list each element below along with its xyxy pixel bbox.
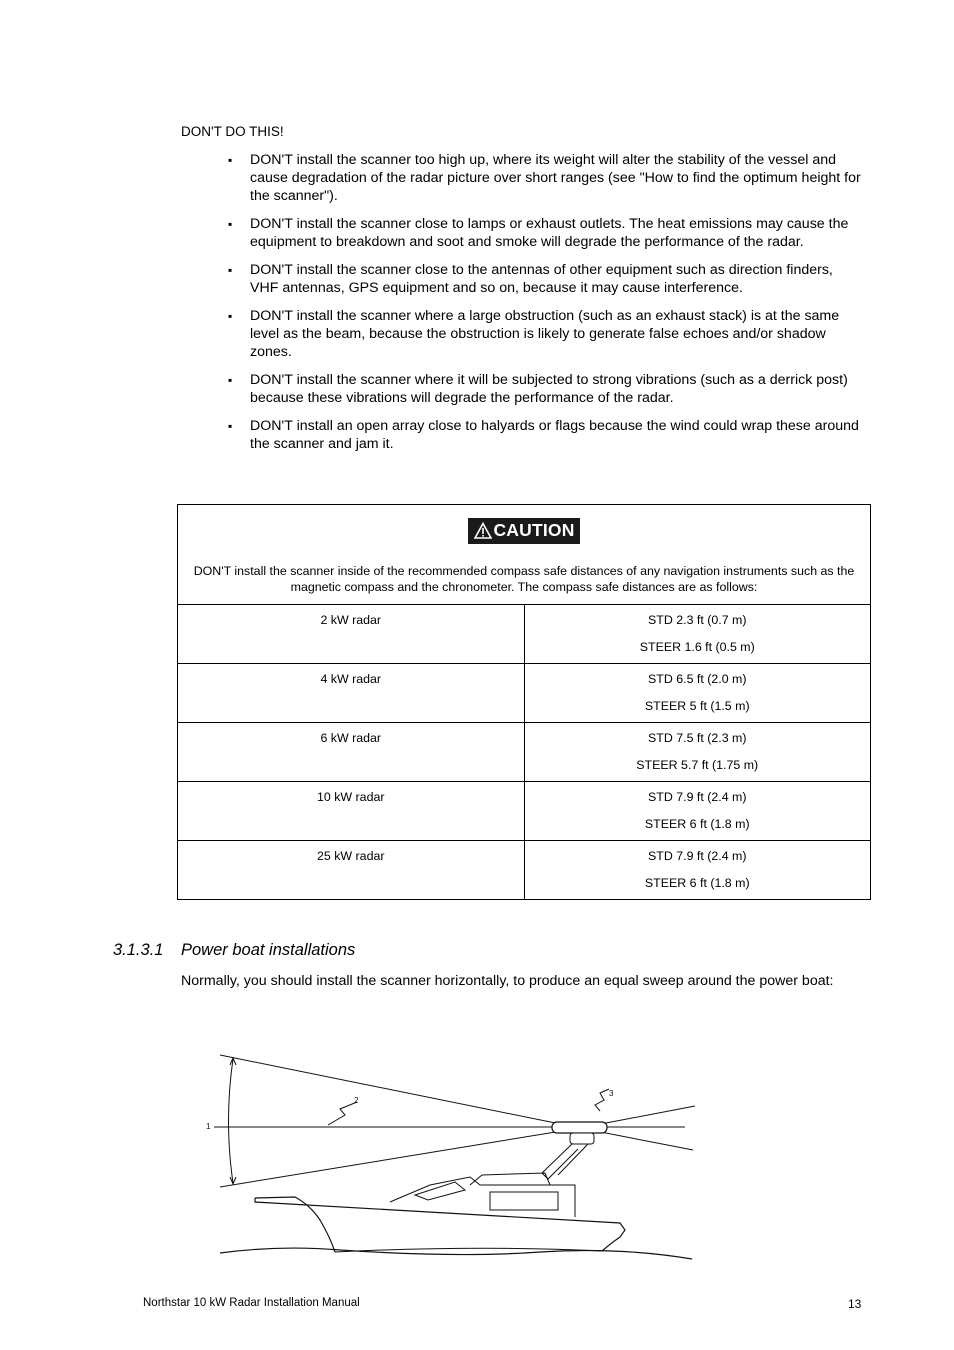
page-number: 13 [848, 1297, 862, 1311]
radar-label: 6 kW radar [320, 731, 382, 745]
std-distance: STD 2.3 ft (0.7 m) [648, 613, 747, 627]
distance-cell [524, 841, 871, 900]
list-item [228, 261, 864, 297]
bullet: ▪ [228, 153, 233, 167]
std-distance: STD 7.9 ft (2.4 m) [648, 849, 747, 863]
distance-cell [524, 664, 871, 723]
list-item [228, 307, 864, 362]
body-paragraph: Normally, you should install the scanner horizontally, to produce an equal sweep around the power boat: [181, 973, 834, 989]
radar-mast [542, 1144, 578, 1179]
radar-cell [178, 723, 525, 782]
bullet: ▪ [228, 418, 233, 433]
radar-label: 10 kW radar [317, 790, 385, 804]
beam-width-arrow [229, 1059, 234, 1183]
scanner-antenna [552, 1122, 607, 1133]
list-item [228, 417, 864, 453]
boat-radar-figure [200, 1045, 710, 1280]
radar-cell [178, 841, 525, 900]
footer-title: Northstar 10 kW Radar Installation Manual [143, 1297, 360, 1309]
figure-label-3: 3 [609, 1089, 614, 1098]
std-distance: STD 7.9 ft (2.4 m) [648, 790, 747, 804]
section-heading [113, 941, 355, 960]
caution-table [177, 504, 871, 900]
water-line [220, 1248, 692, 1259]
list-item-text: DON'T install an open array close to halyards or flags because the wind could wrap these around the scanner and jam it. [250, 417, 859, 453]
table-row [178, 605, 871, 664]
std-distance: STD 7.5 ft (2.3 m) [648, 731, 747, 745]
bullet: ▪ [228, 308, 233, 323]
table-row [178, 723, 871, 782]
bullet: ▪ [228, 217, 233, 232]
std-distance: STD 6.5 ft (2.0 m) [648, 672, 747, 686]
steer-distance: STEER 1.6 ft (0.5 m) [639, 640, 755, 654]
distance-cell [524, 782, 871, 841]
steer-distance: STEER 5 ft (1.5 m) [644, 699, 750, 713]
warning-triangle-icon [474, 522, 492, 539]
radar-cell [178, 605, 525, 664]
bullet: ▪ [228, 263, 233, 278]
figure-label-1: 1 [206, 1122, 211, 1131]
dont-heading: DON'T DO THIS! [181, 124, 284, 139]
distance-cell [524, 723, 871, 782]
bullet: ▪ [228, 373, 233, 388]
radar-label: 25 kW radar [317, 849, 385, 863]
steer-distance: STEER 6 ft (1.8 m) [644, 817, 750, 831]
steer-distance: STEER 5.7 ft (1.75 m) [636, 758, 759, 772]
list-item-text: DON'T install the scanner where a large obstruction (such as an exhaust stack) is at the same level as the beam, because the obstruction is likely to generate false echoes and/or shadow zones. [250, 307, 840, 361]
caution-text: DON'T install the scanner inside of the recommended compass safe distances of any navigation instruments such as the magnetic compass and the chronometer. The compass safe distances are as follows: [193, 564, 855, 594]
list-item [228, 371, 864, 407]
figure-label-2: 2 [354, 1096, 359, 1105]
list-item-text: DON'T install the scanner close to lamps or exhaust outlets. The heat emissions may cause the equipment to breakdown and soot and smoke will degrade the performance of the radar. [250, 216, 849, 251]
boat-hull [255, 1197, 335, 1252]
radar-label: 2 kW radar [320, 613, 382, 627]
caution-header-cell [178, 505, 871, 605]
leader-line-3 [595, 1089, 609, 1111]
beam-upper-line [220, 1055, 580, 1128]
radar-label: 4 kW radar [320, 672, 382, 686]
caution-label: CAUTION [493, 520, 575, 540]
table-row [178, 841, 871, 900]
dont-list [228, 151, 864, 463]
table-row [178, 664, 871, 723]
beam-lower-line [220, 1128, 580, 1187]
section-number: 3.1.3.1 [113, 941, 164, 959]
distance-cell [524, 605, 871, 664]
list-item-text: DON'T install the scanner close to the antennas of other equipment such as direction finders, VHF antennas, GPS equipment and so on, because it may cause interference. [250, 262, 833, 297]
leader-line-2 [328, 1102, 357, 1125]
section-title: Power boat installations [181, 941, 356, 959]
table-row [178, 782, 871, 841]
list-item [228, 151, 864, 206]
list-item-text: DON'T install the scanner too high up, where its weight will alter the stability of the vessel and cause degradation of the radar picture over short ranges (see "How to find the optimum height for the scanner"). [250, 152, 861, 205]
steer-distance: STEER 6 ft (1.8 m) [644, 876, 750, 890]
radar-cell [178, 782, 525, 841]
caution-badge [468, 518, 579, 544]
list-item [228, 215, 864, 251]
list-item-text: DON'T install the scanner where it will be subjected to strong vibrations (such as a derrick post) because these vibrations will degrade the performance of the radar. [250, 372, 848, 407]
radar-cell [178, 664, 525, 723]
